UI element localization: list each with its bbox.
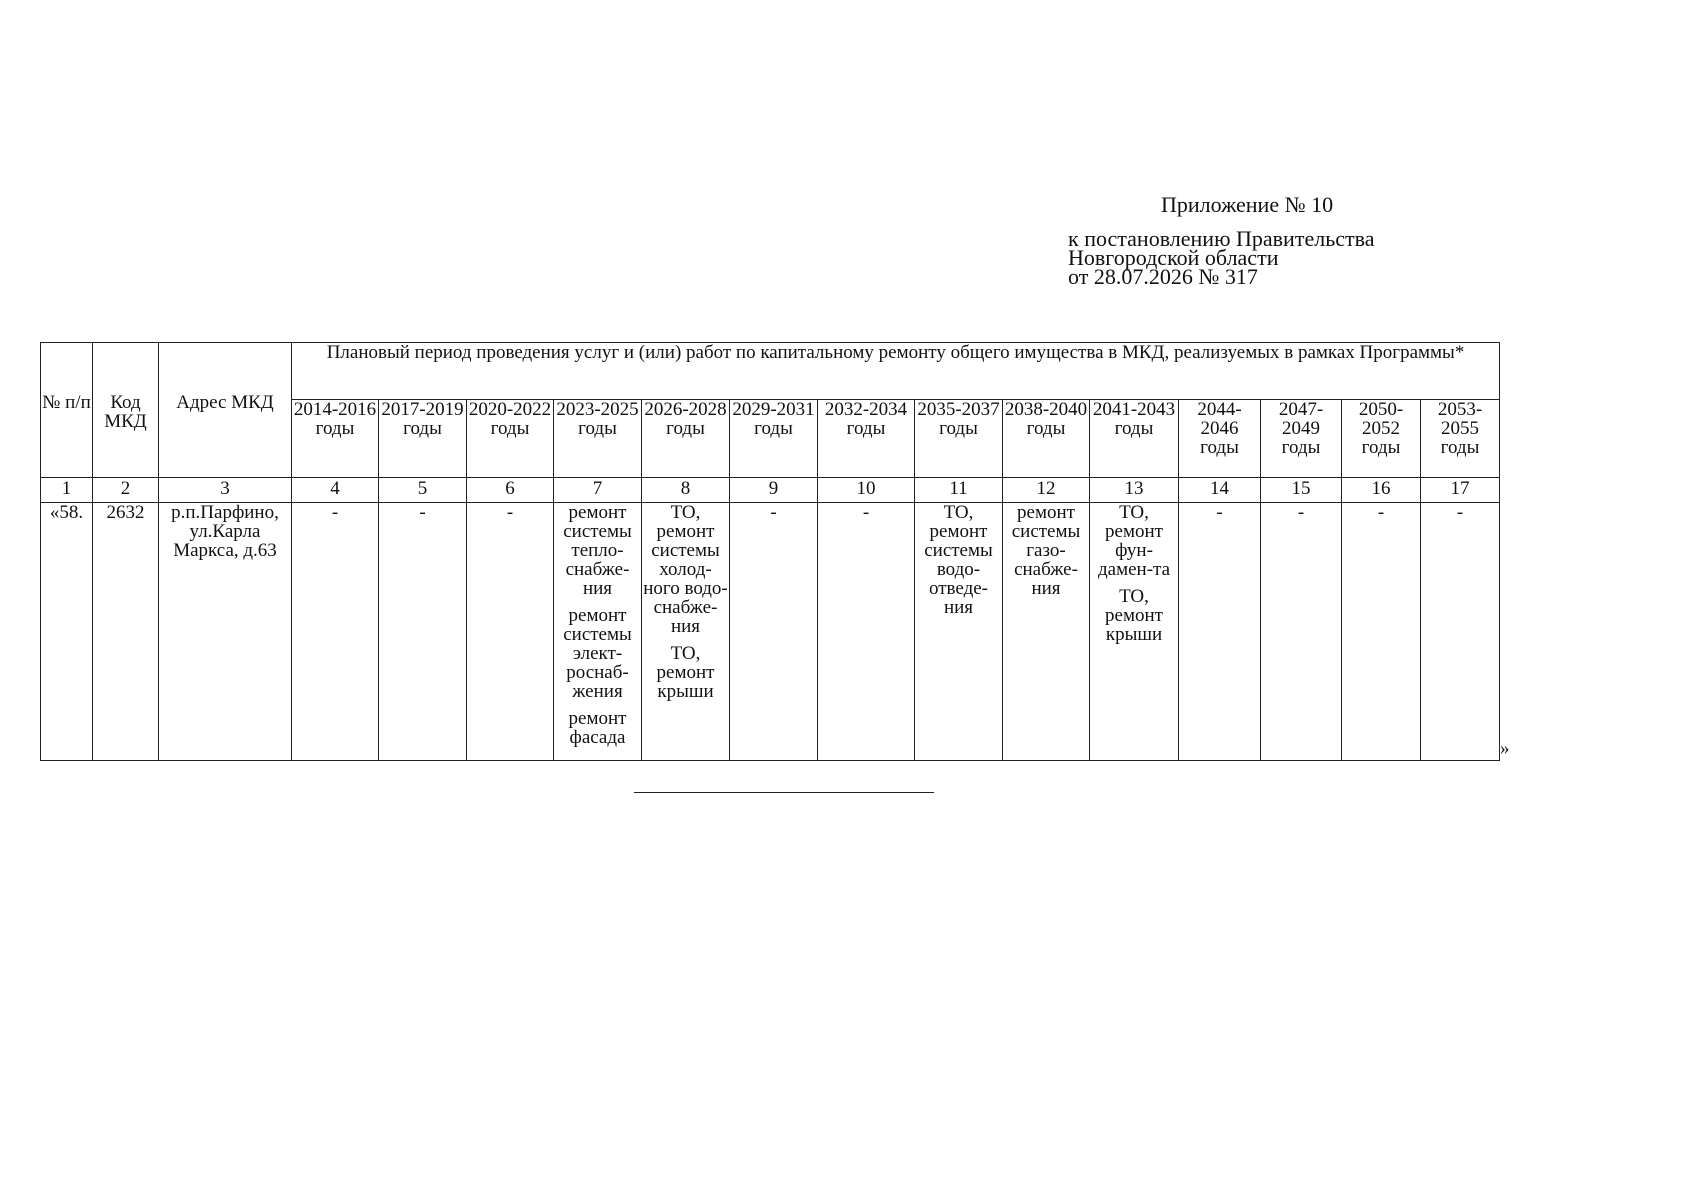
decree-line: Новгородской области <box>1068 245 1279 270</box>
repair-schedule-table <box>40 342 1500 761</box>
decree-reference <box>1068 226 1375 289</box>
column-number: 1 <box>41 478 93 503</box>
work-item: ТО, ремонт крыши <box>1105 586 1163 645</box>
column-number: 11 <box>915 478 1003 503</box>
work-item: ремонт системы элект-роснаб-жения <box>563 605 632 702</box>
header-period: 2014-2016 годы <box>292 400 379 478</box>
work-item: ремонт фасада <box>568 708 627 748</box>
header-period: 2050-2052 годы <box>1342 400 1421 478</box>
work-cell <box>554 503 642 761</box>
header-period: 2044-2046 годы <box>1179 400 1261 478</box>
header-period: 2038-2040 годы <box>1003 400 1090 478</box>
header-period: 2026-2028 годы <box>642 400 730 478</box>
work-item: ремонт системы тепло-снабже-ния <box>563 502 632 599</box>
header-period: 2053-2055 годы <box>1421 400 1500 478</box>
work-cell <box>1090 503 1179 761</box>
work-item: ТО, ремонт системы водо-отведе-ния <box>924 502 993 618</box>
header-period: 2029-2031 годы <box>730 400 818 478</box>
work-cell-empty: - <box>379 503 467 761</box>
row-address: р.п.Парфино, ул.Карла Маркса, д.63 <box>159 503 292 761</box>
header-address: Адрес МКД <box>159 343 292 478</box>
header-period: 2047-2049 годы <box>1261 400 1342 478</box>
decree-line: от 28.07.2026 № 317 <box>1068 264 1258 289</box>
column-number: 5 <box>379 478 467 503</box>
column-number: 16 <box>1342 478 1421 503</box>
work-cell-empty: - <box>1342 503 1421 761</box>
column-number: 17 <box>1421 478 1500 503</box>
column-number: 13 <box>1090 478 1179 503</box>
header-period: 2035-2037 годы <box>915 400 1003 478</box>
work-item: ремонт системы газо-снабже-ния <box>1011 502 1081 599</box>
work-item: ТО, ремонт фун-дамен-та <box>1097 502 1171 580</box>
header-period: 2023-2025 годы <box>554 400 642 478</box>
column-number: 3 <box>159 478 292 503</box>
row-number: «58. <box>41 503 93 761</box>
column-number: 9 <box>730 478 818 503</box>
column-number: 7 <box>554 478 642 503</box>
header-period: 2032-2034 годы <box>818 400 915 478</box>
column-number: 8 <box>642 478 730 503</box>
work-item: ТО, ремонт крыши <box>656 643 715 702</box>
decree-line: к постановлению Правительства <box>1068 226 1375 251</box>
work-cell <box>642 503 730 761</box>
work-cell <box>1003 503 1090 761</box>
work-cell-empty: - <box>730 503 818 761</box>
work-cell <box>915 503 1003 761</box>
closing-quote: » <box>1500 738 1510 759</box>
column-number: 12 <box>1003 478 1090 503</box>
column-number: 14 <box>1179 478 1261 503</box>
work-cell-empty: - <box>818 503 915 761</box>
work-cell-empty: - <box>292 503 379 761</box>
header-no: № п/п <box>41 343 93 478</box>
header-planned-period: Плановый период проведения услуг и (или) работ по капитальному ремонту общего имущества в МКД, реализуемых в рамках Программы* <box>292 343 1500 400</box>
appendix-title: Приложение № 10 <box>1161 192 1334 217</box>
column-number: 15 <box>1261 478 1342 503</box>
column-number: 10 <box>818 478 915 503</box>
header-period: 2017-2019 годы <box>379 400 467 478</box>
row-building-code: 2632 <box>93 503 159 761</box>
work-cell-empty: - <box>1179 503 1261 761</box>
column-number: 2 <box>93 478 159 503</box>
work-item: ТО, ремонт системы холод-ного водо-снабже-ния <box>643 502 728 637</box>
footer-divider <box>634 792 934 793</box>
header-period: 2020-2022 годы <box>467 400 554 478</box>
column-number: 6 <box>467 478 554 503</box>
work-cell-empty: - <box>1421 503 1500 761</box>
column-number: 4 <box>292 478 379 503</box>
work-cell-empty: - <box>1261 503 1342 761</box>
work-cell-empty: - <box>467 503 554 761</box>
header-period: 2041-2043 годы <box>1090 400 1179 478</box>
header-code: Код МКД <box>93 343 159 478</box>
